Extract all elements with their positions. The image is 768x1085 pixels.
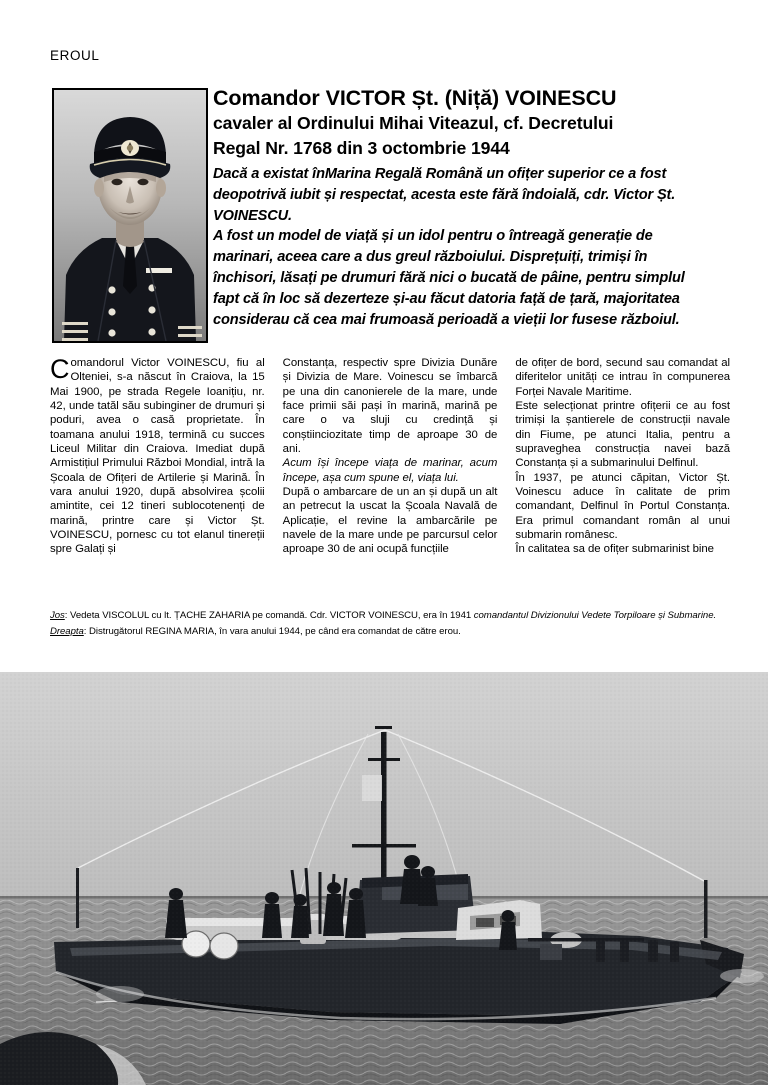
column3-paragraph-1: de ofițer de bord, secund sau comandat al diferitelor unități ce intrau în compunerea Forței Navale Maritime. — [515, 357, 731, 398]
body-columns — [50, 356, 730, 586]
column2-paragraph-1: Constanța, respectiv spre Divizia Dunăre și Divizia de Mare. Voinescu se îmbarcă pe una din canonierele de la mare, unde face primii săi pași în marină, marină pe care o va sluji cu credință și conștiinciozitate timp de aproape 30 de ani. — [282, 357, 498, 456]
column3-paragraph-3: În 1937, pe atunci căpitan, Victor Șt. Voinescu aduce în calitate de prim comandant, Delfinul în Portul Constanța. Era primul comandant român al unui submarin românesc. — [515, 471, 731, 542]
column1-text: omandorul Victor VOINESCU, fiu al Olteniei, s-a născut în Craiova, la 15 Mai 1900, pe strada Regele Ioanițiu, nr. 42, unde tatăl său subinginer de drumuri și poduri, avea o casă proprietate. În toamana anului 1918, termină cu succes Liceul Militar din Craiova. Imediat după Armistițiul Primului Război Mondial, intră la Școala de Ofițeri de Artilerie și Marină. În vara anului 1920, după absolvirea școlii amintite, cei 12 tineri sublocotenenți de marină, printre care și Victor Șt. VOINESCU, pornesc cu tot elanul tinereții spre Galați și — [50, 357, 265, 556]
column3-paragraph-4: În calitatea sa de ofițer submarinist bine — [515, 543, 714, 556]
photo-captions — [50, 608, 740, 639]
body-column-1 — [50, 356, 265, 586]
title-subline-2: Regal Nr. 1768 din 3 octombrie 1944 — [213, 137, 510, 158]
caption-dreapta-key: Dreapta — [50, 625, 84, 637]
caption-dreapta-text: : Distrugătorul REGINA MARIA, în vara anului 1944, pe când era comandat de către erou. — [83, 625, 461, 637]
column1-paragraph-1 — [50, 356, 265, 557]
caption-jos-text-italic: comandantul Divizionului Vedete Torpiloare și Submarine. — [473, 610, 717, 621]
caption-dreapta — [50, 624, 740, 640]
portrait-illustration — [54, 90, 206, 341]
body-column-2 — [283, 356, 498, 586]
portrait-photo-commander — [52, 88, 208, 343]
article-title-block — [213, 86, 705, 330]
bottom-photo-torpedo-boat — [0, 672, 768, 1085]
caption-jos-key: Jos — [50, 610, 65, 621]
lead-paragraph-1: Dacă a existat înMarina Regală Română un ofițer superior ce a fost deopotrivă iubit și respectat, acesta este fără îndoială, cdr. Victor Șt. VOINESCU. — [213, 166, 676, 224]
title-subline-1: cavaler al Ordinului Mihai Viteazul, cf. Decretului — [213, 113, 614, 133]
caption-jos-text: : Vedeta VISCOLUL cu lt. ȚACHE ZAHARIA pe comandă. Cdr. VICTOR VOINESCU, era în 1941 — [64, 610, 474, 621]
column3-paragraph-2: Este selecționat printre ofițerii ce au fost trimiși la șantierele de construcții navale din Fiume, pe atunci Italia, pentru a supraveghea construcția navei bază Constanța și a submarinului Delfinul. — [515, 400, 731, 470]
body-column-3 — [515, 356, 730, 586]
page-title: Comandor VICTOR Șt. (Niță) VOINESCU — [213, 86, 617, 110]
lead-paragraph-2: A fost un model de viață și un idol pentru o întreagă generație de marinari, aceea care a dus greul războiului. Disprețuiți, trimiși în închisori, lăsați pe drumuri fără nici o bucată de pâine, pentru simplul fapt că în loc să dezerteze și-au făcut datoria față de țară, majoritatea considerau că cea mai frumoasă perioadă a vieții lor fusese războiul. — [213, 228, 685, 328]
page-header-label: EROUL — [50, 48, 100, 63]
torpedo-boat-illustration — [0, 672, 768, 1085]
caption-jos — [50, 608, 740, 624]
column2-paragraph-2-italic: Acum își începe viața de marinar, acum începe, așa cum spune el, viața lui. — [282, 457, 498, 484]
lead-paragraphs — [213, 164, 705, 330]
column2-paragraph-3: După o ambarcare de un an și după un alt an petrecut la uscat la Școala Navală de Aplicație, el revine la ambarcările pe navele de la mare unde pe parcursul celor aproape 30 de ani ocupă funcțiile — [282, 486, 498, 556]
drop-cap: C — [50, 354, 70, 384]
